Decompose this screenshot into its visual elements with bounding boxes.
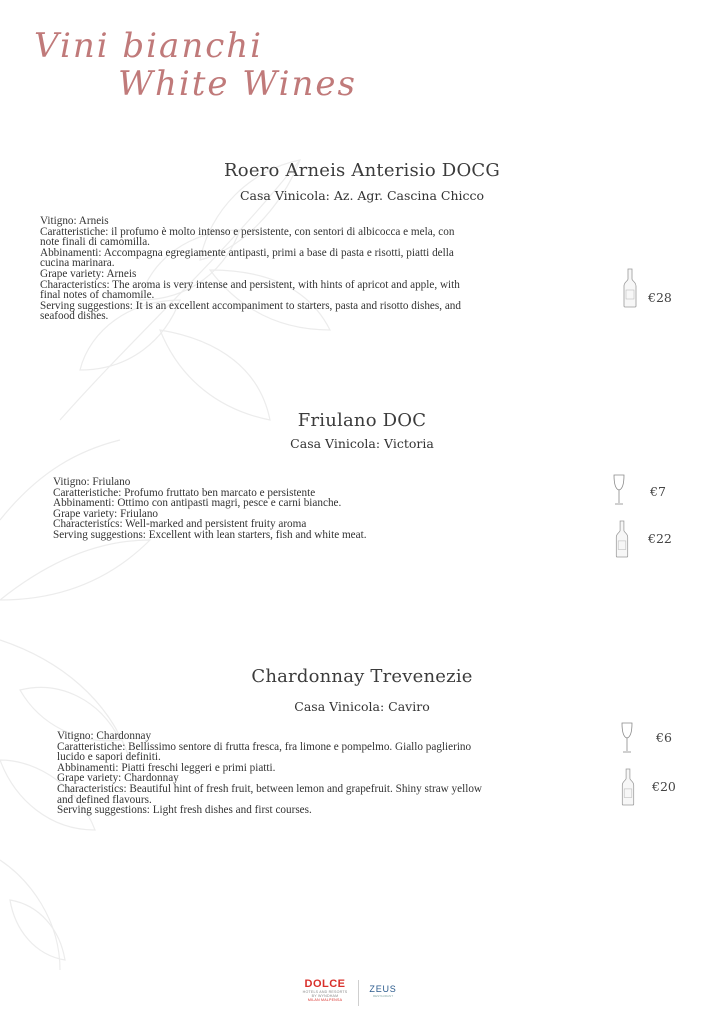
wine-description xyxy=(57,731,577,816)
wine-bottle-icon xyxy=(614,520,630,558)
description-line: Characteristics: Beautiful hint of fresh fruit, between lemon and grapefruit. Shiny straw yellow xyxy=(57,782,483,795)
wine-description xyxy=(40,216,560,322)
zeus-brand: ZEUS xyxy=(369,984,397,994)
footer-logos xyxy=(300,978,410,1008)
wine-title: Roero Arneis Anterisio DOCG xyxy=(224,160,500,181)
description-line: Serving suggestions: Excellent with lean starters, fish and white meat. xyxy=(53,528,367,541)
description-line: final notes of chamomile. xyxy=(40,289,155,302)
description-line: Serving suggestions: Light fresh dishes and first courses. xyxy=(57,804,312,817)
description-line: Serving suggestions: It is an excellent accompaniment to starters, pasta and risotto dishes, and xyxy=(40,299,461,312)
description-line: Characteristics: The aroma is very intense and persistent, with hints of apricot and apple, with xyxy=(40,278,460,291)
price-bottle: €22 xyxy=(648,531,672,546)
wine-producer: Casa Vinicola: Victoria xyxy=(290,436,434,451)
wine-bottle-icon xyxy=(620,768,636,806)
wine-glass-icon xyxy=(612,474,626,506)
zeus-subtitle: RESTAURANT xyxy=(372,994,394,998)
description-line: lucido e sapori definiti. xyxy=(57,751,161,764)
header-script-italian: Vini bianchi xyxy=(34,26,264,66)
dolce-subtitle: MILAN MALPENSA xyxy=(307,998,343,1002)
wine-title: Chardonnay Trevenezie xyxy=(251,666,473,687)
description-line: Caratteristiche: Profumo fruttato ben marcato e persistente xyxy=(53,486,316,499)
dolce-subtitle: BY WYNDHAM xyxy=(311,994,339,998)
dolce-subtitle: HOTELS AND RESORTS xyxy=(302,990,348,994)
price-glass: €6 xyxy=(656,730,672,745)
footer-divider xyxy=(358,980,359,1006)
wine-producer: Casa Vinicola: Az. Agr. Cascina Chicco xyxy=(239,188,485,203)
description-line: Vitigno: Arneis xyxy=(40,215,109,227)
wine-glass-icon xyxy=(620,722,634,754)
description-line: Abbinamenti: Accompagna egregiamente antipasti, primi a base di pasta e risotti, piatti della xyxy=(40,246,454,259)
description-line: Grape variety: Friulano xyxy=(53,507,159,520)
description-line: cucina marinara. xyxy=(40,257,115,270)
zeus-logo xyxy=(364,984,402,998)
description-line: Vitigno: Chardonnay xyxy=(57,730,152,742)
description-line: Vitigno: Friulano xyxy=(53,476,131,488)
description-line: note finali di camomilla. xyxy=(40,236,150,249)
description-line: and defined flavours. xyxy=(57,793,152,806)
price-glass: €7 xyxy=(650,484,666,499)
wine-description xyxy=(53,477,573,541)
price-bottle: €28 xyxy=(648,290,672,305)
wine-producer: Casa Vinicola: Caviro xyxy=(294,699,430,714)
description-line: Abbinamenti: Ottimo con antipasti magri, pesce e carni bianche. xyxy=(53,497,342,510)
description-line: Caratteristiche: il profumo è molto intenso e persistente, con sentori di albicocca e mela, con xyxy=(40,225,455,238)
description-line: seafood dishes. xyxy=(40,310,109,323)
description-line: Characteristics: Well-marked and persistent fruity aroma xyxy=(53,518,307,531)
dolce-logo xyxy=(300,978,350,1002)
price-bottle: €20 xyxy=(652,779,676,794)
header-script-english: White Wines xyxy=(118,64,357,104)
dolce-brand: DOLCE xyxy=(304,978,346,990)
description-line: Grape variety: Arneis xyxy=(40,267,137,280)
wine-bottle-icon xyxy=(622,268,638,308)
wine-title: Friulano DOC xyxy=(297,410,427,431)
description-line: Grape variety: Chardonnay xyxy=(57,772,179,785)
description-line: Caratteristiche: Bellissimo sentore di frutta fresca, fra limone e pompelmo. Giallo paglierino xyxy=(57,740,472,753)
description-line: Abbinamenti: Piatti freschi leggeri e primi piatti. xyxy=(57,761,276,774)
